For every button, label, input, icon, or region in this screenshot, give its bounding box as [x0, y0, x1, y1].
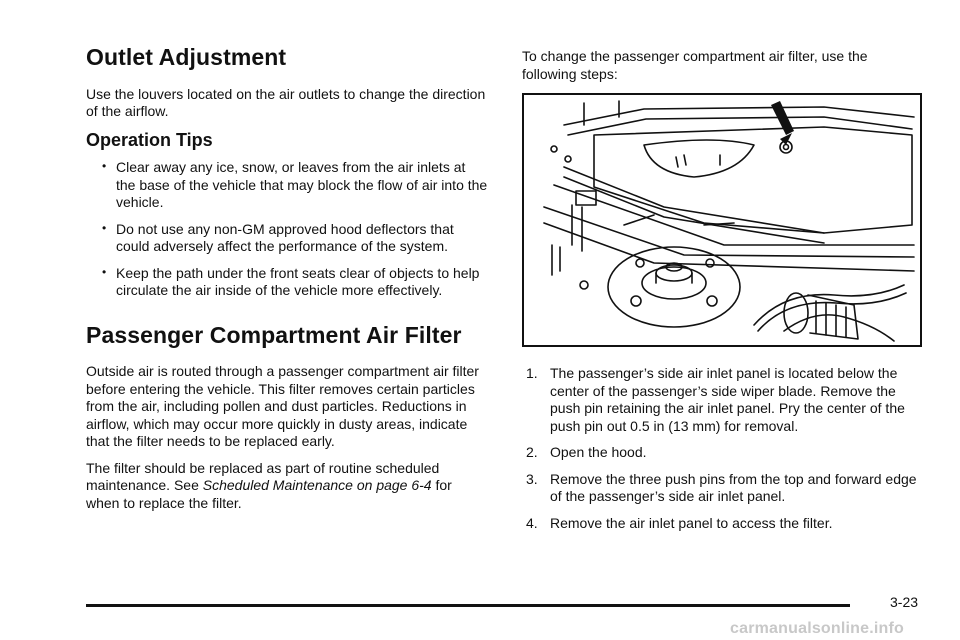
tip-item — [86, 265, 488, 300]
filter-p2-text: The filter should be replaced as part of routine scheduled maintenance. See — [86, 459, 440, 494]
tip-text: Clear away any ice, snow, or leaves from the air inlets at the base of the vehicle that may block the flow of air into the vehicle. — [116, 159, 488, 211]
bullet-icon: • — [102, 264, 107, 279]
page-number: 3-23 — [890, 594, 919, 610]
step-text: The passenger’s side air inlet panel is located below the center of the passenger’s side wiper blade. Remove the push pin retaining the air inlet panel. Pry the center of the push pin out 0.5 in (13 mm) for removal. — [550, 365, 905, 434]
footer-divider — [86, 604, 850, 607]
maintenance-reference-link[interactable]: Scheduled Maintenance on page 6-4 — [202, 477, 432, 494]
bullet-icon: • — [102, 220, 107, 235]
step-item — [522, 365, 924, 435]
left-column — [86, 44, 488, 521]
bullet-icon: • — [102, 159, 107, 174]
engine-bay-illustration — [522, 93, 922, 347]
filter-p2-text-end: for when to replace the filter. — [86, 477, 452, 511]
steps-intro-paragraph: To change the passenger compartment air filter, use the following steps: — [522, 48, 868, 82]
tip-text: Keep the path under the front seats clear of objects to help circulate the air inside of the vehicle more effectively. — [116, 264, 480, 299]
engine-bay-drawing — [524, 95, 920, 345]
tip-text: Do not use any non-GM approved hood deflectors that could adversely affect the performance of the system. — [116, 220, 454, 255]
outlet-intro-paragraph: Use the louvers located on the air outlets to change the direction of the airflow. — [86, 85, 486, 120]
step-number: 2. — [526, 444, 538, 460]
step-text: Remove the air inlet panel to access the filter. — [550, 514, 833, 531]
filter-steps-list — [522, 365, 924, 532]
step-number: 3. — [526, 470, 538, 487]
step-number: 1. — [526, 365, 538, 381]
right-column — [522, 48, 924, 541]
filter-paragraph-1: Outside air is routed through a passenger compartment air filter before entering the vehicle. This filter removes certain particles from the air, including pollen and dust particles. Reductions in airflow, which may occur more quickly in dusty areas, indicate that the filter needs to be replaced early. — [86, 363, 479, 450]
step-item — [522, 444, 924, 462]
step-text: Remove the three push pins from the top and forward edge of the passenger’s side air inlet panel. — [550, 470, 917, 504]
tip-item — [86, 159, 488, 212]
section-title-outlet-adjustment: Outlet Adjustment — [86, 44, 287, 70]
step-number: 4. — [526, 514, 538, 531]
step-item — [522, 515, 924, 533]
step-item — [522, 471, 924, 506]
step-text: Open the hood. — [550, 444, 647, 460]
operation-tips-heading: Operation Tips — [86, 129, 213, 150]
operation-tips-list — [86, 159, 488, 300]
watermark-text: carmanualsonline.info — [730, 620, 905, 637]
filter-paragraph-2 — [86, 460, 488, 513]
section-title-air-filter: Passenger Compartment Air Filter — [86, 321, 462, 348]
tip-item — [86, 221, 488, 256]
